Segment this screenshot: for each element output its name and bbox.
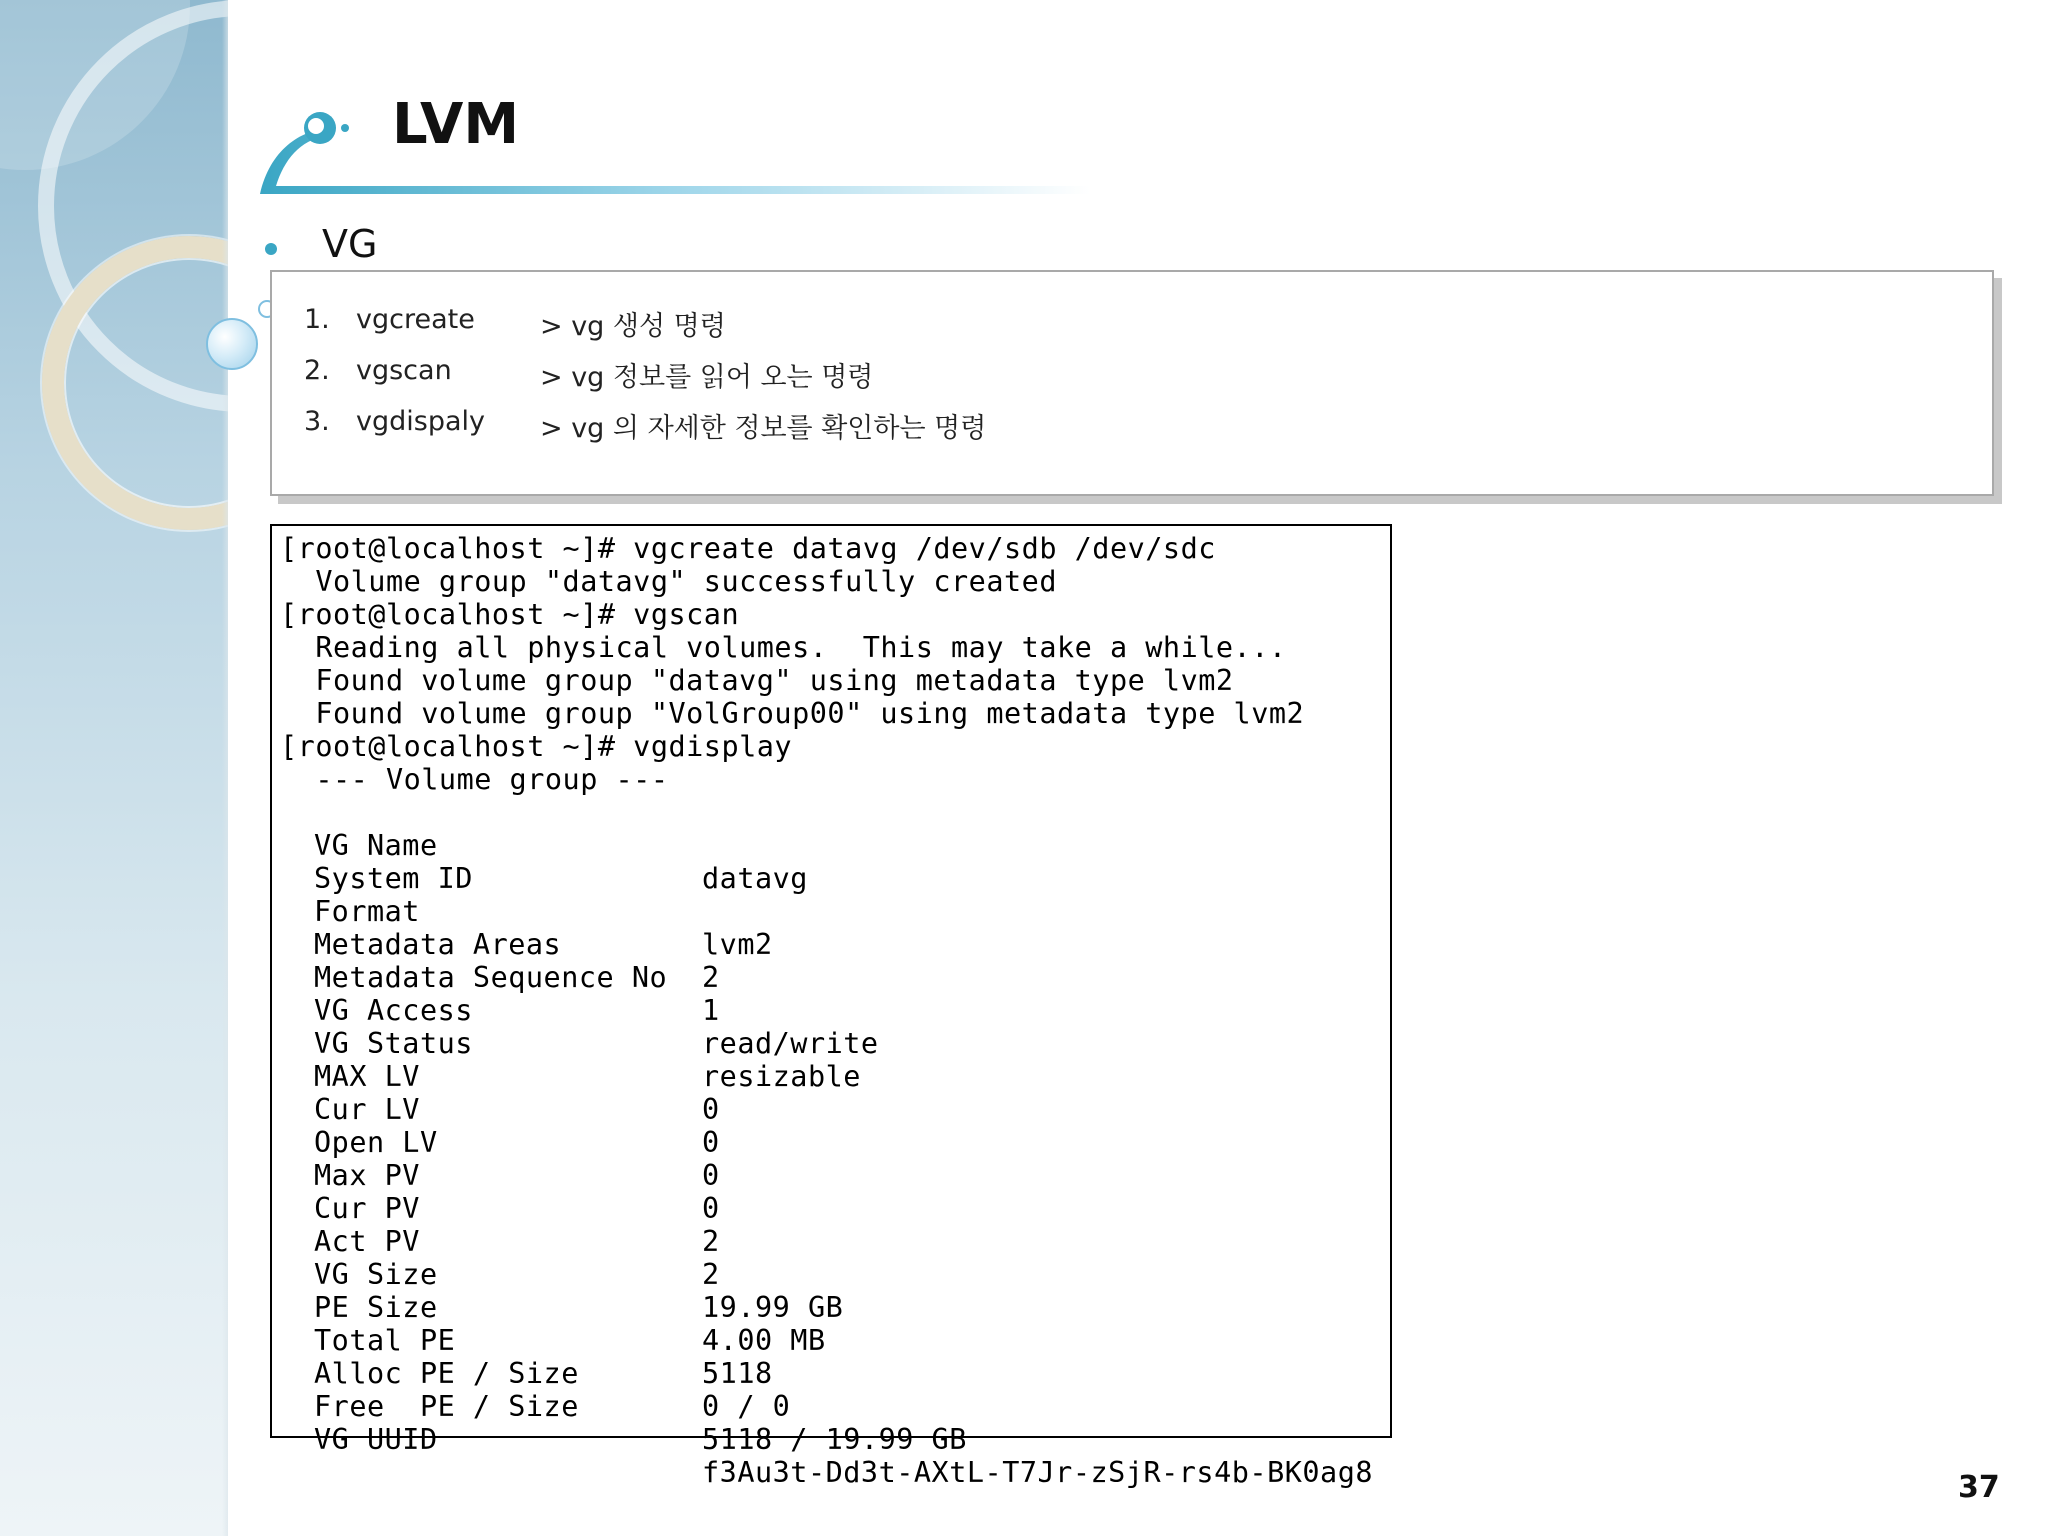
vg-field-value: 5118 / 19.99 GB (702, 1423, 967, 1456)
command-name: vgscan (356, 355, 452, 386)
vg-field-label: VG Access (314, 994, 473, 1027)
vg-field-label: MAX LV (314, 1060, 420, 1093)
terminal-line: --- Volume group --- (280, 763, 669, 796)
page-number: 37 (1958, 1470, 2000, 1505)
vg-field-value: 2 (702, 961, 720, 994)
terminal-line: Volume group "datavg" successfully created (280, 565, 1057, 598)
vg-field-value: resizable (702, 1060, 861, 1093)
command-name: vgcreate (356, 304, 475, 335)
terminal-line: [root@localhost ~]# vgscan (280, 598, 740, 631)
bullet-dot (265, 243, 277, 255)
command-description: > vg 정보를 읽어 오는 명령 (540, 362, 874, 393)
vg-field-label: VG Status (314, 1027, 473, 1060)
command-number: 2. (304, 355, 330, 386)
vg-field-value: lvm2 (702, 928, 773, 961)
terminal-line: Found volume group "datavg" using metadata type lvm2 (280, 664, 1234, 697)
vg-field-label: System ID (314, 862, 473, 895)
command-number: 3. (304, 406, 330, 437)
command-description: > vg 생성 명령 (540, 311, 726, 342)
terminal-line: [root@localhost ~]# vgcreate datavg /dev/sdb /dev/sdc (280, 532, 1216, 565)
terminal-line: Reading all physical volumes. This may take a while... (280, 631, 1287, 664)
command-number: 1. (304, 304, 330, 335)
vg-field-value: 0 (702, 1126, 720, 1159)
vg-field-value: 0 (702, 1192, 720, 1225)
vg-field-value: f3Au3t-Dd3t-AXtL-T7Jr-zSjR-rs4b-BK0ag8 (702, 1456, 1374, 1489)
vg-field-label: Open LV (314, 1126, 438, 1159)
vg-field-label: VG Name (314, 829, 438, 862)
vg-field-label: Free PE / Size (314, 1390, 579, 1423)
vg-field-label: Max PV (314, 1159, 420, 1192)
vg-field-label: PE Size (314, 1291, 438, 1324)
command-name: vgdispaly (356, 406, 485, 437)
vg-field-label: Alloc PE / Size (314, 1357, 579, 1390)
vg-field-label: Metadata Sequence No (314, 961, 668, 994)
vg-field-value: 0 (702, 1159, 720, 1192)
vg-field-label: VG UUID (314, 1423, 438, 1456)
terminal-line: [root@localhost ~]# vgdisplay (280, 730, 793, 763)
slide-title: LVM (392, 92, 520, 157)
vg-field-value: 2 (702, 1258, 720, 1291)
terminal-output (270, 524, 1392, 1489)
vg-field-value: 5118 (702, 1357, 773, 1390)
vg-field-value: datavg (702, 862, 808, 895)
vg-field-label: Cur LV (314, 1093, 420, 1126)
decorative-sidebar (0, 0, 228, 1536)
bullet-heading: VG (322, 222, 378, 266)
vg-field-label: VG Size (314, 1258, 438, 1291)
vg-field-value: 1 (702, 994, 720, 1027)
vg-field-value: 19.99 GB (702, 1291, 844, 1324)
vg-field-label: Metadata Areas (314, 928, 562, 961)
vg-field-value: read/write (702, 1027, 879, 1060)
vg-field-label: Act PV (314, 1225, 420, 1258)
vg-field-value: 2 (702, 1225, 720, 1258)
terminal-line: Found volume group "VolGroup00" using metadata type lvm2 (280, 697, 1305, 730)
vg-field-value: 4.00 MB (702, 1324, 826, 1357)
command-list-box (270, 270, 1994, 496)
vg-field-label: Cur PV (314, 1192, 420, 1225)
title-swoosh-decoration (250, 90, 1090, 200)
command-description: > vg 의 자세한 정보를 확인하는 명령 (540, 413, 987, 444)
vg-field-label: Format (314, 895, 420, 928)
vg-field-value: 0 (702, 1093, 720, 1126)
vg-field-label: Total PE (314, 1324, 456, 1357)
decorative-bubble (206, 318, 258, 370)
vg-field-value: 0 / 0 (702, 1390, 791, 1423)
sidebar-edge (222, 0, 228, 1536)
